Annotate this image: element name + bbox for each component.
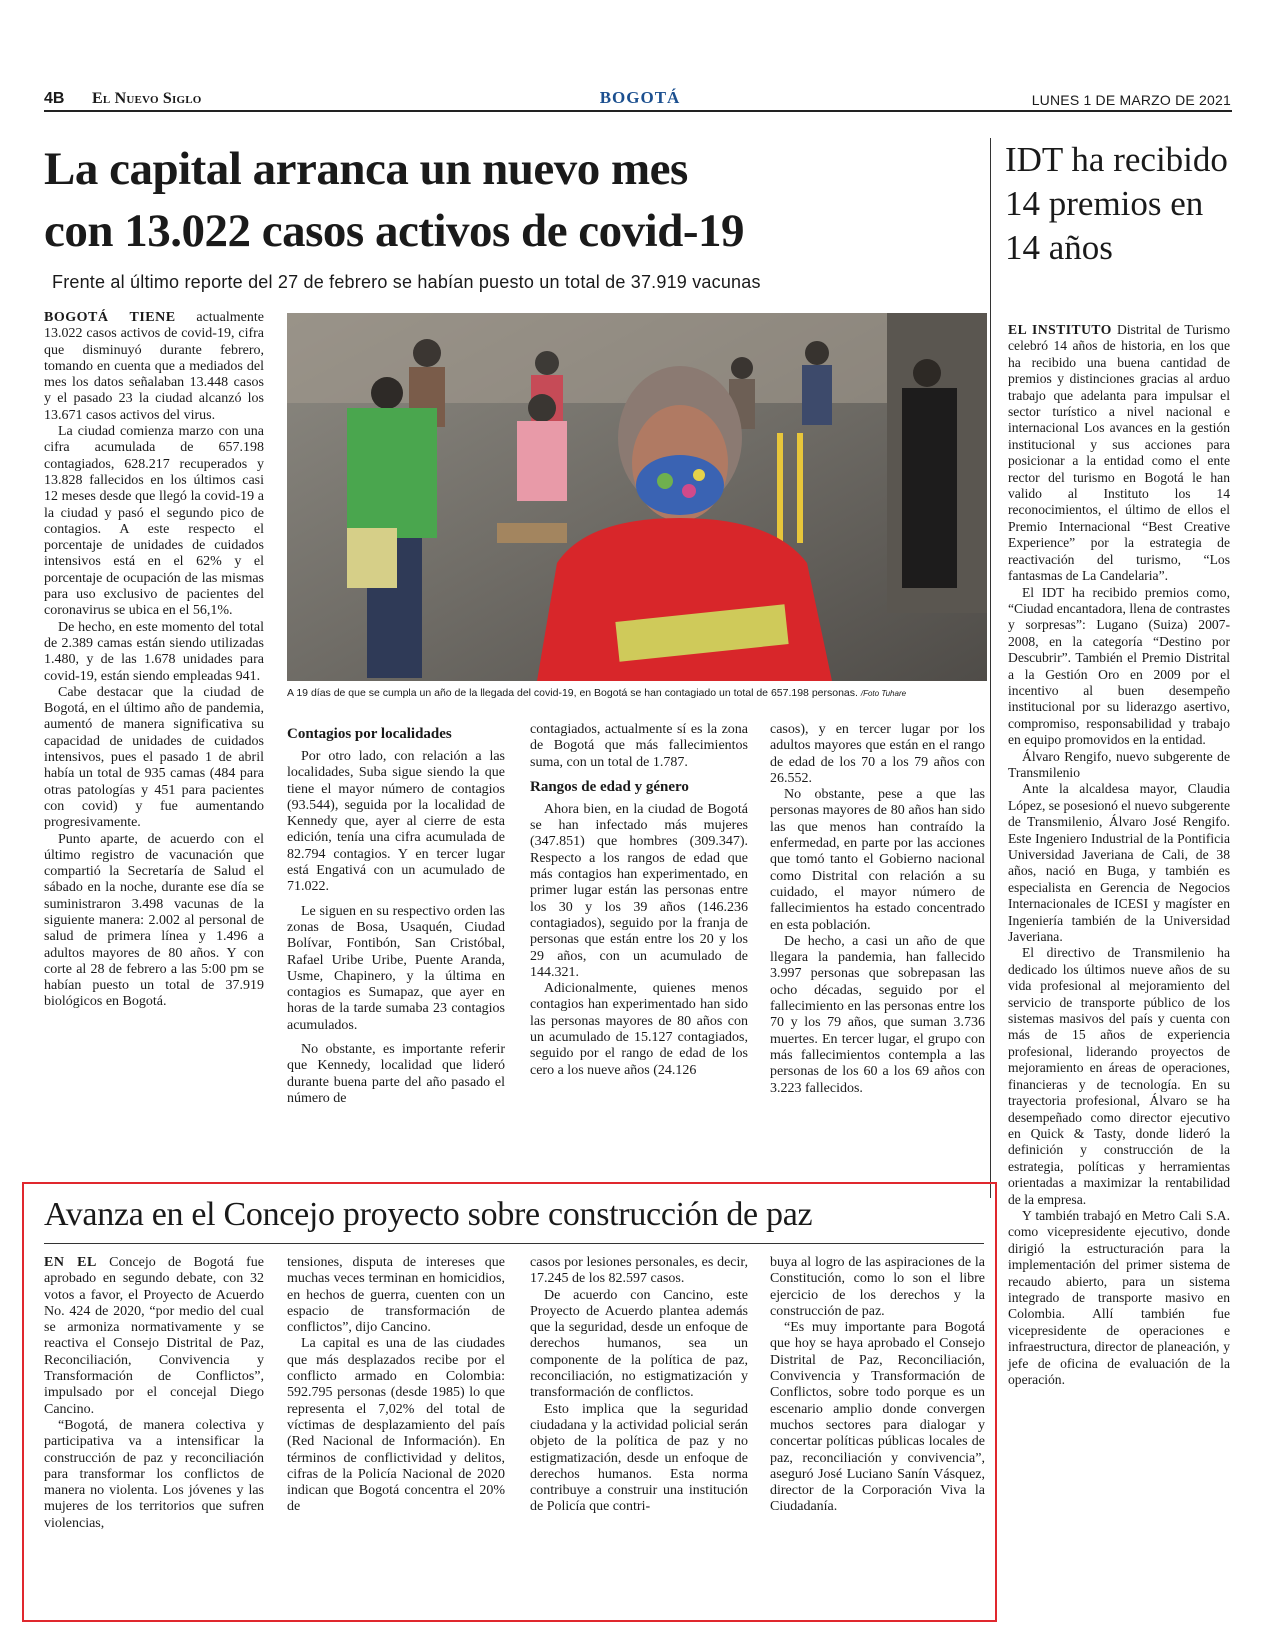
- main-column-1: [44, 310, 264, 1011]
- paragraph: Álvaro Rengifo, nuevo subgerente de Transmilenio: [1008, 748, 1230, 780]
- header-rule: [44, 110, 1232, 112]
- paragraph: Y también trabajó en Metro Cali S.A. como vicepresidente ejecutivo, donde dirigió la estructuración para la implementación del primer sistema de recaudo abierto, para un sistema integrado de transporte masivo en Colombia. Allí también fue vicepresidente de operaciones e infraestructura, director de planeación, y jefe de oficina de evaluación de la operación.: [1008, 1207, 1230, 1387]
- sidebar-headline: IDT ha recibido 14 premios en 14 años: [1005, 140, 1228, 267]
- paragraph: De hecho, a casi un año de que llegara la pandemia, han fallecido 3.997 personas que sobrepasan las ocho décadas, seguido por el fallecimiento en las personas entre los 70 y los 79 años, que suman 3.736 muertes. En tercer lugar, el grupo con más fallecimientos contempla a las personas de los 60 a los 69 años con 3.223 fallecidos.: [770, 933, 985, 1096]
- paragraph: Ahora bien, en la ciudad de Bogotá se han infectado más mujeres (347.851) que hombres (309.347). Respecto a los rangos de edad que más contagios han experimentado, en primer lugar están las personas entre los 30 y los 39 años (146.236 contagiados), seguido por la franja de personas que están entre los 20 y los 29 años, con un acumulado de 144.321.: [530, 801, 748, 980]
- box-headline-rule: [44, 1243, 984, 1244]
- lead-in: BOGOTÁ TIENE: [44, 310, 176, 325]
- paragraph: Ante la alcaldesa mayor, Claudia López, se posesionó el nuevo subgerente de Transmilenio, Álvaro José Rengifo. Este Ingeniero Industrial de la Pontificia Universidad Javeriana de Cali, de 38 años, nació en Buga, y también es especialista en Gerencia de Negocios Internacionales de ICESI y magíster en Ingeniería también de la Universidad Javeriana.: [1008, 781, 1230, 945]
- paragraph: No obstante, es importante referir que Kennedy, localidad que lideró durante buena parte del año pasado el número de: [287, 1042, 505, 1106]
- photo-illustration: [287, 313, 987, 681]
- main-column-4: [770, 722, 985, 1097]
- subhead-localidades: Contagios por localidades: [287, 726, 452, 742]
- newspaper-name: El Nuevo Siglo: [92, 90, 202, 107]
- paragraph: De acuerdo con Cancino, este Proyecto de Acuerdo plantea además que la seguridad, desde un enfoque de derechos humanos, sea un componente de la política de paz, reconciliación, no estigmatización y transformación de conflictos.: [530, 1287, 748, 1401]
- headline-line-2: con 13.022 casos activos de covid-19: [44, 205, 745, 257]
- paragraph: El IDT ha recibido premios como, “Ciudad encantadora, llena de contrastes y sorpresas”: Lugano (Suiza) 2007-2008, en la categoría “Destino por Descubrir”. También el Premio Distrital a la Gestión Oro en 2009 por el incentivo al buen desempeño institucional por su liderazgo asertivo, compromiso, responsabilidad y trabajo en equipo promovidos en la entidad.: [1008, 584, 1230, 748]
- box-column-3: [530, 1255, 748, 1516]
- lead-in: EN EL: [44, 1255, 97, 1270]
- main-column-3: [530, 722, 748, 1079]
- paragraph: buya al logro de las aspiraciones de la Constitución, como lo son el libre ejercicio de los derechos y la construcción de paz.: [770, 1255, 985, 1319]
- paragraph: casos por lesiones personales, es decir, 17.245 de los 82.597 casos.: [530, 1255, 748, 1287]
- box-column-1: [44, 1255, 264, 1532]
- paragraph: contagiados, actualmente sí es la zona de Bogotá que más fallecimientos suma, con un total de 1.787.: [530, 722, 748, 770]
- issue-date: LUNES 1 DE MARZO DE 2021: [1031, 92, 1231, 108]
- section-label: BOGOTÁ: [599, 88, 681, 107]
- street-photo: [287, 313, 987, 681]
- paragraph: “Bogotá, de manera colectiva y participativa va a intensificar la construcción de paz y reconciliación para transformar los conflictos de manera no violenta. Los jóvenes y las mujeres de los territorios que sufren violencias,: [44, 1417, 264, 1531]
- main-deck: Frente al último reporte del 27 de febrero se habían puesto un total de 37.919 vacunas: [52, 272, 761, 292]
- paragraph: Distrital de Turismo celebró 14 años de historia, en los que ha recibido una buena cantidad de premios y distinciones gracias al arduo trabajo que adelanta para impulsar el sector turístico a nivel nacional e internacional Los avances en la gestión institucional y sus acciones para posicionar a la entidad como el ente rector del turismo en Bogotá le han valido al Instituto los 14 reconocimientos, el último de ellos el Premio Internacional “Best Creative Experience” por la estrategia de reactivación del turismo, “Los fantasmas de La Candelaria”.: [1008, 322, 1231, 584]
- paragraph: Esto implica que la seguridad ciudadana y la actividad policial serán objeto de la política de paz y no estigmatización, desde un enfoque de derechos humanos. Esta norma contribuye a construir una institución de Policía que contri-: [530, 1401, 748, 1515]
- paragraph: Cabe destacar que la ciudad de Bogotá, en el último año de pandemia, aumentó de manera significativa su capacidad de unidades de cuidados intensivos, pues el pasado 1 de abril había un total de 935 camas (484 para otras patologías y 451 para pacientes con covid) y fue aumentando progresivamente.: [44, 684, 264, 831]
- paragraph: Por otro lado, con relación a las localidades, Suba sigue siendo la que tiene el mayor número de contagios (93.544), seguida por la localidad de Kennedy que, ayer al cierre de esta edición, tenía una cifra acumulada de 82.794 contagios. Y en tercer lugar está Engativá con un acumulado de 71.022.: [287, 749, 505, 895]
- headline-line-1: La capital arranca un nuevo mes: [44, 143, 688, 195]
- paragraph: “Es muy importante para Bogotá que hoy se haya aprobado el Consejo Distrital de Paz, Reconciliación, Convivencia y Transformación de Conflictos, sobre todo porque es un escenario amplio donde convergen muchos sectores para dialogar y concertar políticas públicas locales de paz, reconciliación y convivencia”, aseguró José Luciano Sanín Vásquez, director de la Corporación Viva la Ciudadanía.: [770, 1320, 985, 1515]
- box-headline: Avanza en el Concejo proyecto sobre construcción de paz: [44, 1196, 813, 1233]
- paragraph: Le siguen en su respectivo orden las zonas de Bosa, Usaquén, Ciudad Bolívar, Fontibón, San Cristóbal, Rafael Uribe Uribe, Puente Aranda, Usme, Chapinero, y la última en contagios es Sumapaz, que ayer en horas de la tarde sumaba 23 contagios acumulados.: [287, 903, 505, 1033]
- box-column-4: [770, 1255, 985, 1516]
- lead-in: EL INSTITUTO: [1008, 322, 1112, 337]
- paragraph: El directivo de Transmilenio ha dedicado los últimos nueve años de su vida profesional al mejoramiento del servicio de transporte público de los sistemas masivos del país y cuenta con más de 15 años de experiencia profesional, liderando proyectos de mejoramiento en áreas de operaciones, financieras y de tecnología. En su trayectoria profesional, Álvaro se ha desempeñado como director ejecutivo en Quick & Tasty, donde lideró la definición y construcción de la estrategia, políticas y herramientas orientadas a maximizar la rentabilidad de la empresa.: [1008, 945, 1230, 1207]
- main-headline: [44, 138, 944, 262]
- caption-text: A 19 días de que se cumpla un año de la llegada del covid-19, en Bogotá se han contagiado un total de 657.198 personas.: [287, 687, 858, 699]
- paragraph: No obstante, pese a que las personas mayores de 80 años han sido las que menos han contraído la enfermedad, en parte por las acciones que tomó tanto el Gobierno nacional como Distrital con relación a su cuidado, el mayor número de fallecimientos ha estado concentrado en esta población.: [770, 787, 985, 933]
- paragraph: De hecho, en este momento del total de 2.389 camas están siendo utilizadas 1.480, y de las 1.678 unidades para covid-19, están siendo empleadas 941.: [44, 619, 264, 684]
- paragraph: actualmente 13.022 casos activos de covid-19, cifra que disminuyó durante febrero, tomando en cuenta que a mediados del mes los datos señalaban 13.448 casos y el pasado 23 la ciudad alcanzó los 13.671 casos activos del virus.: [44, 310, 264, 423]
- page-number: 4B: [44, 90, 65, 107]
- paragraph: tensiones, disputa de intereses que muchas veces terminan en homicidios, en hechos de guerra, cuenten con un espacio de transformación de conflictos”, dijo Cancino.: [287, 1255, 505, 1336]
- paragraph: Concejo de Bogotá fue aprobado en segundo debate, con 32 votos a favor, el Proyecto de Acuerdo No. 424 de 2020, “por medio del cual se armoniza normativamente y se reactiva el Consejo Distrital de Paz, Reconciliación, Convivencia y Transformación de Conflictos”, impulsado por el concejal Diego Cancino.: [44, 1255, 265, 1417]
- photo-credit: /Foto Tuhare: [860, 689, 907, 698]
- paragraph: La capital es una de las ciudades que más desplazados recibe por el conflicto armado en Colombia: 592.795 personas (desde 1985) lo que representa el 7,02% del total de víctimas de desplazamiento del país (Red Nacional de Información). En términos de conflictividad y delitos, cifras de la Policía Nacional de 2020 indican que Bogotá concentra el 20% de: [287, 1336, 505, 1515]
- paragraph: casos), y en tercer lugar por los adultos mayores que están en el rango de edad de los 70 a los 79 años con 26.552.: [770, 722, 985, 786]
- subhead-rangos: Rangos de edad y género: [530, 778, 689, 795]
- box-column-2: [287, 1255, 505, 1516]
- sidebar-rule: [990, 138, 991, 1198]
- photo-caption: [287, 686, 987, 701]
- paragraph: Adicionalmente, quienes menos contagios han experimentado han sido las personas mayores de 80 años con un acumulado de 15.127 contagiados, seguido por el rango de edad de los cero a los nueve años (24.126: [530, 981, 748, 1078]
- paragraph: La ciudad comienza marzo con una cifra acumulada de 657.198 contagiados, 628.217 recuperados y 13.828 fallecidos en los últimos casi 12 meses desde que llegó la covid-19 a la ciudad y pasó el segundo pico de contagios. A este respecto el porcentaje de unidades de cuidados intensivos está en el 62% y el porcentaje de ocupación de las mismas para uso exclusivo de pacientes del coronavirus se ubica en el 56,1%.: [44, 424, 264, 619]
- paragraph: Punto aparte, de acuerdo con el último registro de vacunación que compartió la Secretaría de Salud el sábado en la noche, durante ese día se suministraron 3.498 vacunas de la siguiente manera: 2.002 al personal de salud de primera línea y 1.496 a adultos mayores de 80 años. Y con corte al 28 de febrero a las 5:00 pm se habían puesto un total de 37.919 biológicos en Bogotá.: [44, 831, 264, 1010]
- main-column-2: [287, 722, 505, 1107]
- sidebar-body: [1008, 322, 1230, 1388]
